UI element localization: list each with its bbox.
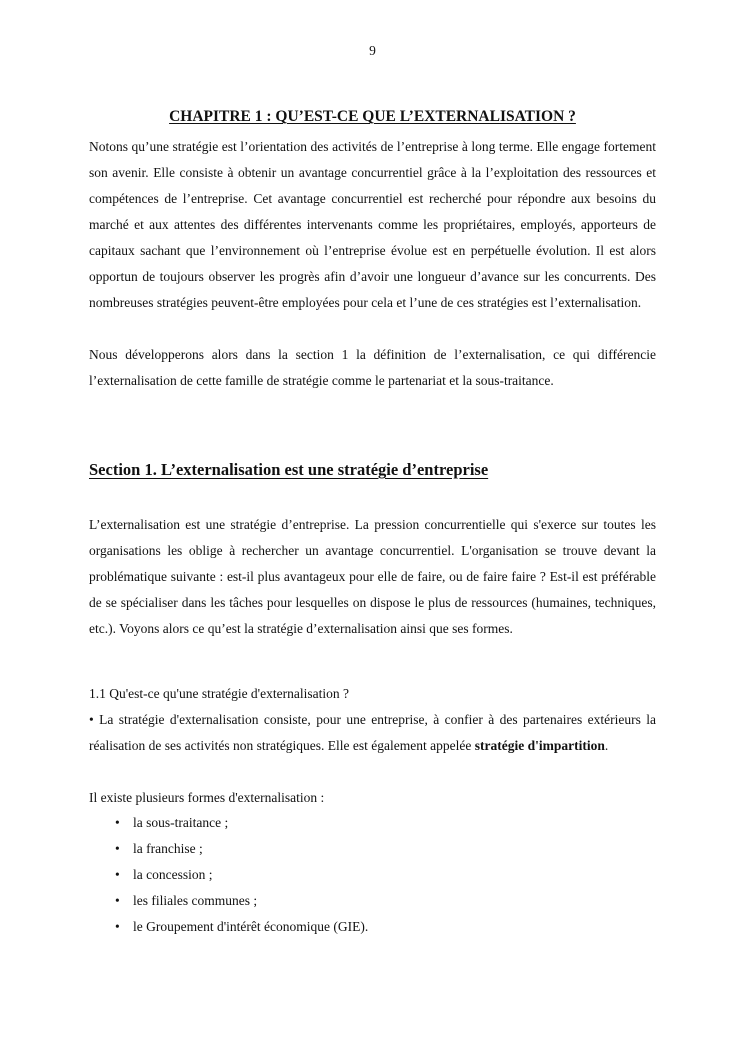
definition-bold-term: stratégie d'impartition [474,738,605,753]
subsection-title: 1.1 Qu'est-ce qu'une stratégie d'externalisation ? [89,686,349,701]
definition-end: . [604,738,609,753]
definition-paragraph [89,707,656,759]
bullet-icon: • [115,841,120,856]
list-item-text: le Groupement d'intérêt économique (GIE). [133,919,369,934]
forms-list [89,810,368,940]
section-title: Section 1. L’externalisation est une stratégie d’entreprise [89,460,489,479]
list-item [89,836,368,862]
intro-paragraph-2: Nous développerons alors dans la section 1 la définition de l’externalisation, ce qui différencie l’externalisation de cette famille de stratégie comme le partenariat et la sous-traitance. [89,347,656,388]
page-number: 9 [369,43,376,58]
bullet-icon: • [115,893,120,908]
list-item [89,914,368,940]
bullet-icon: • [115,867,120,882]
list-item-text: les filiales communes ; [133,893,258,908]
list-item [89,862,368,888]
definition-text: • La stratégie d'externalisation consiste, pour une entreprise, à confier à des partenaires extérieurs la réalisation de ses activités non stratégiques. Elle est également appelée [89,712,656,753]
forms-intro: Il existe plusieurs formes d'externalisation : [89,790,325,805]
chapter-title: CHAPITRE 1 : QU’EST-CE QUE L’EXTERNALISATION ? [169,108,576,125]
list-item-text: la franchise ; [133,841,203,856]
section-paragraph: L’externalisation est une stratégie d’entreprise. La pression concurrentielle qui s'exerce sur toutes les organisations les oblige à rechercher un avantage concurrentiel. L'organisation se trouve devant la problématique suivante : est-il plus avantageux pour elle de faire, ou de faire faire ? Est-il est préférable de se spécialiser dans les tâches pour lesquelles on dispose le plus de ressources (humaines, techniques, etc.). Voyons alors ce qu’est la stratégie d’externalisation ainsi que ses formes. [89,517,656,636]
list-item-text: la sous-traitance ; [133,815,229,830]
bullet-icon: • [115,919,120,934]
intro-paragraph-1: Notons qu’une stratégie est l’orientation des activités de l’entreprise à long terme. Elle engage fortement son avenir. Elle consiste à obtenir un avantage concurrentiel grâce à la l’exploitation des ressources et compétences de l’entreprise. Cet avantage concurrentiel est recherché pour répondre aux besoins du marché et aux attentes des différentes intervenants comme les propriétaires, employés, apporteurs de capitaux sachant que l’environnement où l’entreprise évolue est en perpétuelle évolution. Il est alors opportun de toujours observer les progrès afin d’avoir une longueur d’avance sur les concurrents. Des nombreuses stratégies peuvent-être employées pour cela et l’une de ces stratégies est l’externalisation. [89,139,656,310]
list-item [89,810,368,836]
list-item [89,888,368,914]
list-item-text: la concession ; [133,867,213,882]
bullet-icon: • [115,815,120,830]
